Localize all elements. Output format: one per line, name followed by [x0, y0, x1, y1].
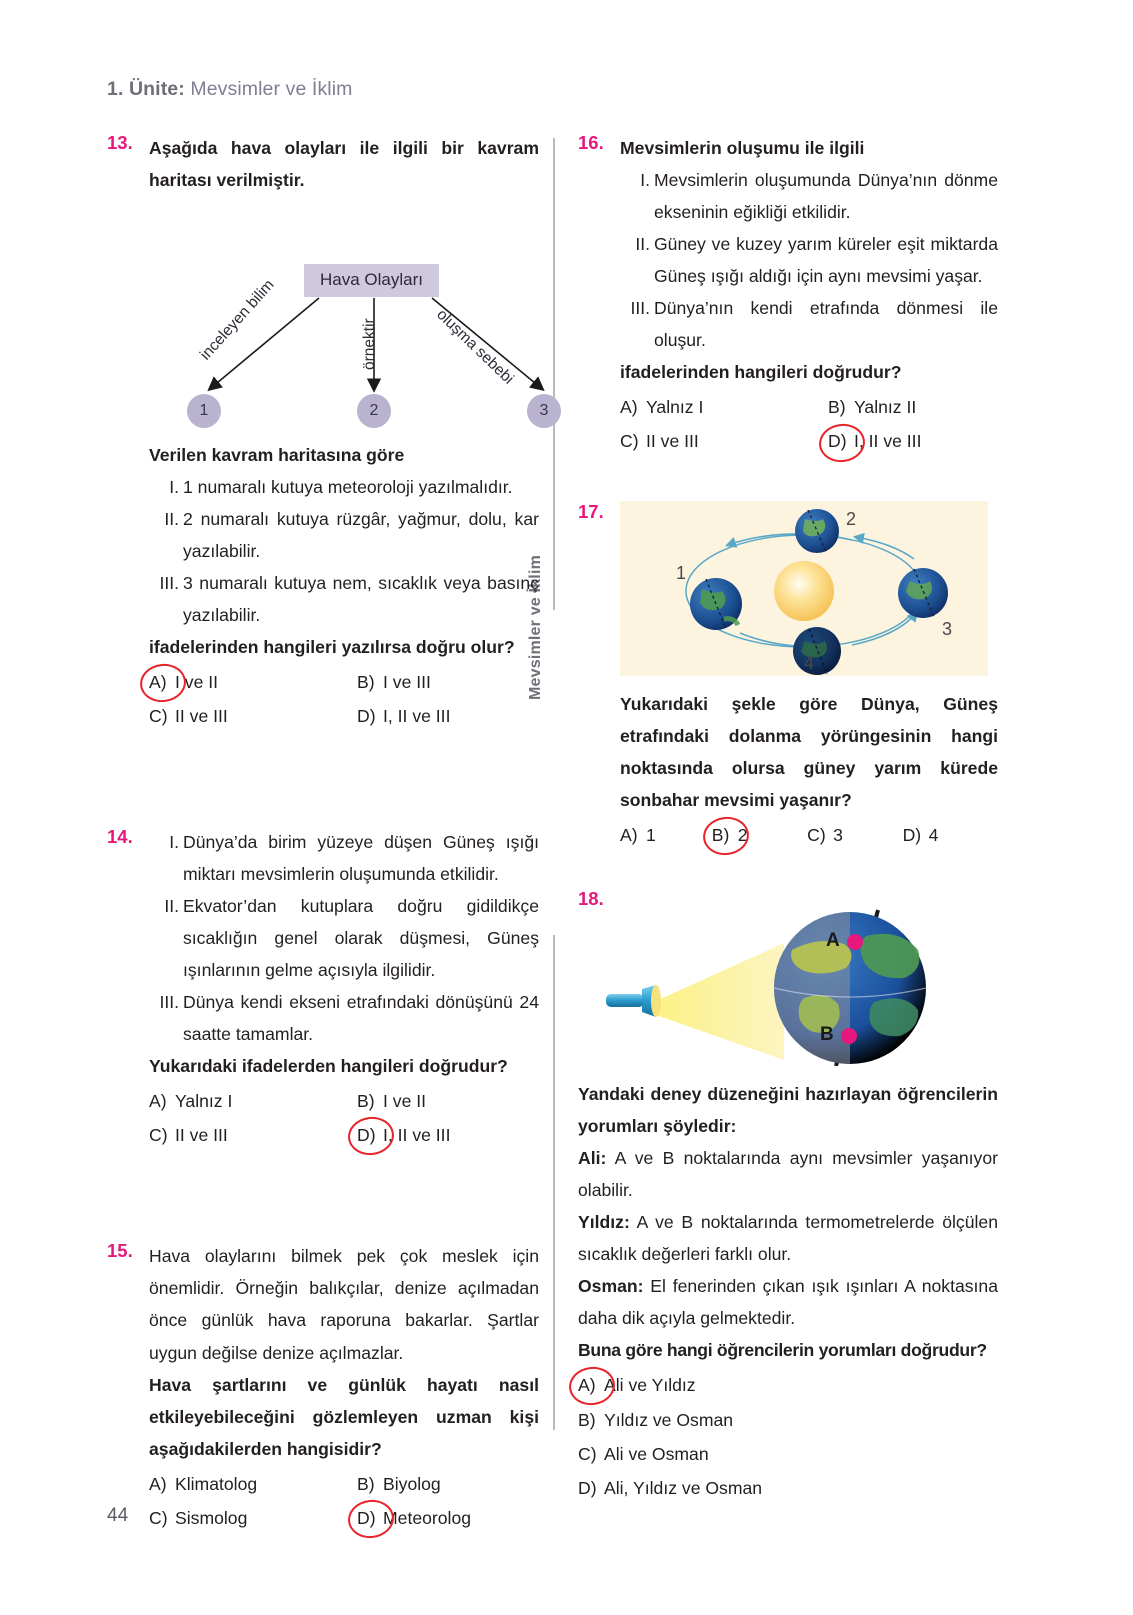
option-text: Yıldız ve Osman	[604, 1409, 734, 1430]
option-a[interactable]	[149, 1467, 357, 1501]
roman-numeral: I.	[640, 170, 650, 191]
concept-map-figure	[149, 202, 549, 420]
statement-list	[149, 471, 539, 631]
option-c[interactable]	[149, 1118, 357, 1152]
option-c[interactable]	[149, 699, 357, 733]
list-item	[149, 890, 539, 986]
option-label: A)	[620, 824, 638, 845]
option-text: 4	[928, 824, 939, 845]
question-number: 13.	[107, 132, 133, 153]
option-c[interactable]	[578, 1437, 998, 1471]
options-row	[578, 1437, 998, 1471]
option-text: I, II ve III	[854, 431, 922, 452]
option-d[interactable]	[828, 424, 921, 458]
option-label: A)	[149, 1090, 167, 1111]
options-row	[149, 1501, 539, 1535]
speaker-line-ali	[578, 1142, 998, 1206]
question-prompt: Buna göre hangi öğrencilerin yorumları doğrudur?	[578, 1340, 987, 1361]
question-18	[578, 888, 998, 1505]
list-item	[149, 567, 539, 631]
option-text: II ve III	[646, 431, 699, 452]
speaker-line-yildiz	[578, 1206, 998, 1270]
option-label: C)	[149, 1507, 168, 1528]
option-label: D)	[357, 706, 376, 727]
orbit-illustration	[620, 501, 988, 676]
option-label: B)	[712, 818, 738, 852]
options-row	[578, 1403, 998, 1437]
question-lead: Yandaki deney düzeneğini hazırlayan öğrencilerin yorumları şöyledir:	[578, 1084, 998, 1137]
concept-map-edge-label-1: inceleyen bilim	[197, 276, 278, 364]
option-b[interactable]	[357, 1084, 426, 1118]
unit-number: 1. Ünite:	[107, 78, 185, 100]
option-text: II ve III	[175, 1125, 228, 1146]
concept-map-node-2: 2	[357, 394, 391, 428]
question-14	[107, 826, 539, 1153]
option-label: B)	[578, 1409, 596, 1430]
option-label: D)	[578, 1478, 597, 1499]
options-group	[149, 1467, 539, 1536]
option-text: Meteorolog	[383, 1507, 472, 1528]
option-text: I ve III	[383, 672, 431, 693]
question-16	[578, 132, 998, 459]
question-prompt: ifadelerinden hangileri yazılırsa doğru olur?	[149, 637, 515, 658]
option-text: Ali ve Yıldız	[604, 1375, 696, 1396]
statement-text: 3 numaralı kutuya nem, sıcaklık veya basınç yazılabilir.	[183, 573, 539, 626]
option-d[interactable]	[357, 1501, 471, 1535]
concept-map-edge-label-2: örnektir	[361, 318, 378, 371]
options-row	[149, 665, 539, 699]
option-c[interactable]	[807, 818, 902, 852]
question-17	[578, 501, 998, 852]
option-text: Biyolog	[383, 1473, 441, 1494]
question-lead: Mevsimlerin oluşumu ile ilgili	[620, 138, 865, 158]
option-label: A)	[578, 1368, 604, 1402]
option-label: C)	[620, 431, 639, 452]
speaker-text: A ve B noktalarında aynı mevsimler yaşanıyor olabilir.	[578, 1148, 998, 1201]
option-label: B)	[828, 397, 846, 418]
speaker-line-osman	[578, 1270, 998, 1334]
option-a[interactable]	[149, 1084, 357, 1118]
statement-text: Dünya’da birim yüzeye düşen Güneş ışığı miktarı mevsimlerin oluşumunda etkilidir.	[183, 831, 539, 884]
speaker-text: El fenerinden çıkan ışık ışınları A noktasına daha dik açıyla gelmektedir.	[578, 1276, 999, 1329]
option-text: 2	[737, 824, 748, 845]
concept-map-root: Hava Olayları	[304, 264, 439, 297]
experiment-illustration	[578, 888, 978, 1066]
options-row	[149, 1084, 539, 1118]
orbit-position-label-3: 3	[942, 618, 953, 639]
roman-numeral: I.	[169, 477, 179, 498]
option-a[interactable]	[578, 1368, 998, 1402]
orbit-position-label-1: 1	[676, 562, 687, 583]
orbit-position-label-2: 2	[846, 508, 857, 529]
statement-text: Ekvator’dan kutuplara doğru gidildikçe sıcaklığın genel olarak düşmesi, Güneş ışınlarının gelme açısıyla ilgilidir.	[183, 895, 539, 980]
option-label: D)	[828, 424, 854, 458]
concept-map-edge-label-3: oluşma sebebi	[433, 306, 517, 388]
option-a[interactable]	[620, 390, 828, 424]
list-item	[149, 986, 539, 1050]
column-divider-bottom	[553, 935, 555, 1430]
options-group	[149, 1084, 539, 1153]
option-c[interactable]	[620, 424, 828, 458]
option-label: A)	[149, 665, 175, 699]
option-text: Yalnız I	[646, 397, 704, 418]
options-group	[149, 665, 539, 734]
option-label: A)	[620, 397, 638, 418]
roman-numeral: II.	[164, 895, 179, 916]
options-row	[149, 699, 539, 733]
option-text: 1	[646, 824, 656, 845]
question-number: 15.	[107, 1240, 133, 1262]
option-text: I ve II	[175, 672, 219, 693]
question-lead: Verilen kavram haritasına göre	[149, 445, 405, 466]
option-b[interactable]	[357, 1467, 441, 1501]
option-b[interactable]	[828, 390, 916, 424]
option-c[interactable]	[149, 1501, 357, 1535]
option-text: Ali ve Osman	[604, 1443, 709, 1464]
statement-text: 2 numaralı kutuya rüzgâr, yağmur, dolu, kar yazılabilir.	[183, 509, 539, 562]
options-row	[620, 424, 998, 458]
roman-numeral: I.	[169, 831, 179, 852]
question-number: 17.	[578, 500, 604, 522]
question-15	[107, 1240, 539, 1535]
option-label: B)	[357, 672, 375, 693]
list-item	[620, 164, 998, 228]
speaker-name: Ali:	[578, 1148, 607, 1169]
statement-text: Dünya’nın kendi etrafında dönmesi ile oluşur.	[654, 298, 998, 351]
unit-title: Mevsimler ve İklim	[190, 78, 353, 100]
options-row	[578, 1471, 998, 1505]
option-b[interactable]	[712, 818, 807, 852]
flashlight-globe-figure	[578, 888, 978, 1066]
question-number: 16.	[578, 132, 604, 153]
option-d[interactable]	[903, 818, 998, 852]
statement-text: Güney ve kuzey yarım küreler eşit miktarda Güneş ışığı aldığı için aynı mevsimi yaşar.	[654, 234, 998, 287]
statement-text: Mevsimlerin oluşumunda Dünya’nın dönme ekseninin eğikliği etkilidir.	[654, 170, 998, 223]
option-a[interactable]	[149, 665, 357, 699]
speaker-text: A ve B noktalarında termometrelerde ölçülen sıcaklık değerleri farklı olur.	[578, 1212, 998, 1265]
question-prompt: Hava şartlarını ve günlük hayatı nasıl etkileyebileceğini gözlemleyen uzman kişi aşağıdakilerden hangisidir?	[149, 1374, 539, 1459]
option-label: D)	[357, 1501, 383, 1535]
concept-map-node-1: 1	[187, 394, 221, 428]
option-label: C)	[149, 706, 168, 727]
options-row	[620, 390, 998, 424]
point-b-marker	[841, 1028, 857, 1044]
options-row	[620, 818, 998, 852]
option-text: Klimatolog	[175, 1473, 258, 1494]
roman-numeral: II.	[635, 234, 650, 255]
question-prompt: ifadelerinden hangileri doğrudur?	[620, 362, 902, 383]
page-number: 44	[107, 1505, 129, 1526]
right-column	[578, 132, 998, 1505]
question-prompt: Yukarıdaki şekle göre Dünya, Güneş etrafındaki dolanma yörüngesinin hangi noktasında olursa güney yarım kürede sonbahar mevsimi yaşanır?	[620, 693, 998, 810]
option-text: II ve III	[175, 706, 228, 727]
option-text: Yalnız II	[854, 397, 917, 418]
options-row	[149, 1467, 539, 1501]
concept-map-node-3: 3	[527, 394, 561, 428]
point-a-marker	[847, 934, 863, 950]
option-text: 3	[833, 824, 843, 845]
question-number: 18.	[578, 888, 604, 910]
option-d[interactable]	[357, 699, 450, 733]
option-d[interactable]	[578, 1471, 998, 1505]
option-label: B)	[357, 1090, 375, 1111]
option-text: I, II ve III	[383, 1125, 451, 1146]
option-text: Yalnız I	[175, 1090, 233, 1111]
statement-text: Dünya kendi ekseni etrafındaki dönüşünü 24 saatte tamamlar.	[183, 991, 539, 1044]
option-label: D)	[357, 1118, 383, 1152]
option-text: I ve II	[383, 1090, 427, 1111]
option-b[interactable]	[578, 1403, 998, 1437]
point-b-label: B	[820, 1024, 834, 1046]
roman-numeral: II.	[164, 509, 179, 530]
options-row	[149, 1118, 539, 1152]
unit-header	[107, 78, 353, 101]
speaker-name: Osman:	[578, 1276, 644, 1297]
list-item	[149, 826, 539, 890]
statement-text: 1 numaralı kutuya meteoroloji yazılmalıdır.	[183, 477, 513, 498]
question-number: 14.	[107, 825, 133, 847]
option-b[interactable]	[357, 665, 431, 699]
options-group	[578, 1368, 998, 1505]
list-item	[620, 292, 998, 356]
statement-list	[149, 826, 539, 1050]
option-text: I, II ve III	[383, 706, 451, 727]
question-stem: Hava olaylarını bilmek pek çok meslek için önemlidir. Örneğin balıkçılar, denize açılmadan önce günlük hava raporuna bakarlar. Şartlar uygun değilse denize açılmazlar.	[149, 1246, 539, 1363]
earth-orbit-figure	[620, 501, 988, 676]
option-label: C)	[807, 824, 826, 845]
list-item	[620, 228, 998, 292]
point-a-label: A	[826, 930, 840, 952]
option-d[interactable]	[357, 1118, 450, 1152]
roman-numeral: III.	[630, 298, 650, 319]
option-label: D)	[902, 824, 922, 845]
question-stem: Aşağıda hava olayları ile ilgili bir kavram haritası verilmiştir.	[149, 138, 539, 191]
side-tab-label: Mevsimler ve İklim	[527, 554, 544, 700]
option-label: C)	[578, 1443, 597, 1464]
option-text: Sismolog	[175, 1507, 248, 1528]
roman-numeral: III.	[159, 573, 179, 594]
options-group	[620, 818, 998, 852]
orbit-position-label-4: 4	[804, 652, 815, 673]
list-item	[149, 471, 539, 503]
list-item	[149, 503, 539, 567]
options-row	[578, 1368, 998, 1402]
option-a[interactable]	[620, 818, 712, 852]
statement-list	[620, 164, 998, 356]
options-group	[620, 390, 998, 459]
left-column	[107, 132, 549, 1535]
option-label: A)	[149, 1473, 167, 1494]
option-text: Ali, Yıldız ve Osman	[604, 1478, 763, 1499]
roman-numeral: III.	[159, 991, 179, 1012]
question-13	[107, 132, 549, 734]
option-label: B)	[357, 1473, 375, 1494]
question-prompt: Yukarıdaki ifadelerden hangileri doğrudur?	[149, 1055, 508, 1076]
option-label: C)	[149, 1125, 168, 1146]
speaker-name: Yıldız:	[578, 1212, 630, 1233]
